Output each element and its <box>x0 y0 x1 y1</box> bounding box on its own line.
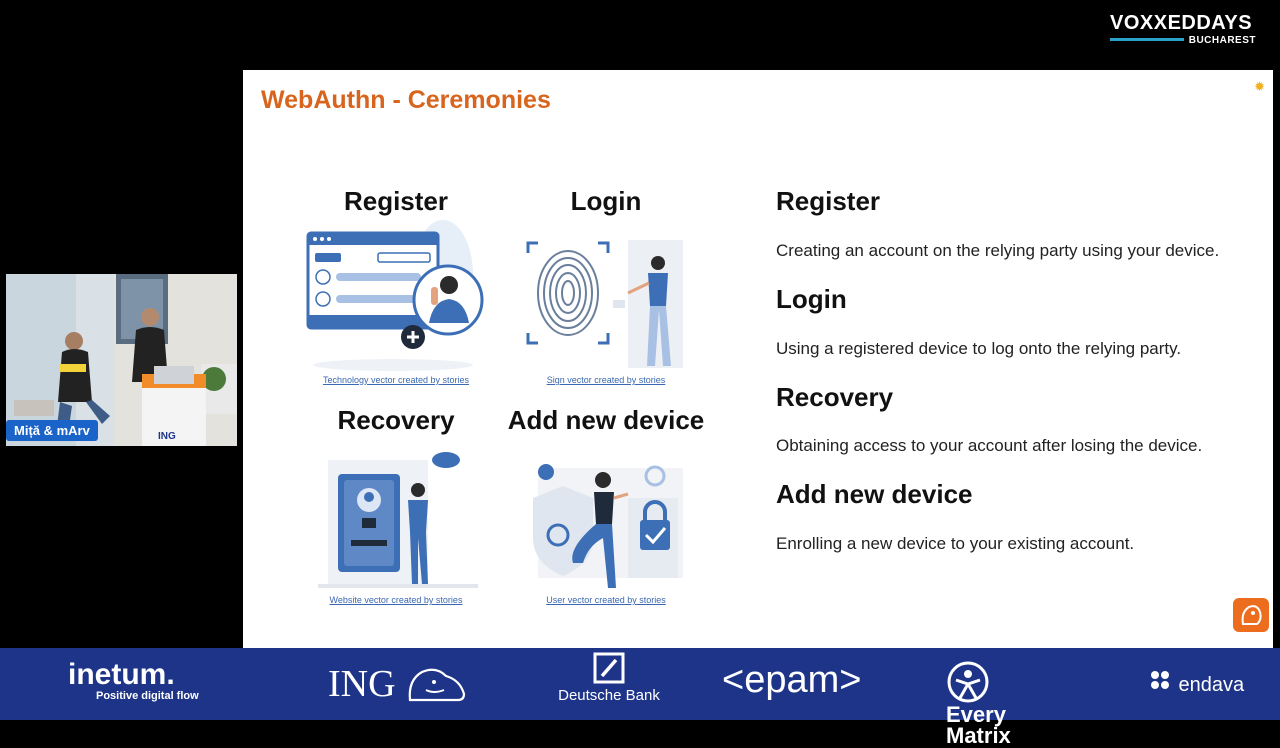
ing-lion-logo-icon <box>404 664 470 704</box>
sponsor-bar <box>0 648 1280 748</box>
sponsor-endava <box>1148 668 1244 702</box>
ing-lion-icon <box>1233 598 1269 632</box>
endava-logo-text: endava <box>1178 674 1245 696</box>
desc-text-register: Creating an account on the relying party using your device. <box>776 241 1220 260</box>
slide-title: WebAuthn - Ceremonies <box>261 86 551 114</box>
inetum-logo-text: inetum. <box>68 658 175 691</box>
card-title-add-new-device: Add new device <box>507 405 705 435</box>
event-city: BUCHAREST <box>1188 35 1256 46</box>
ing-logo-text: ING <box>328 663 396 705</box>
login-credit-link[interactable]: Sign vector created by stories <box>546 375 666 385</box>
inetum-tagline: Positive digital flow <box>96 690 199 702</box>
event-logo <box>1110 12 1260 46</box>
everymatrix-logo-icon <box>946 660 990 704</box>
sun-icon: ✹ <box>1254 80 1265 95</box>
desc-title-recovery: Recovery <box>776 382 894 412</box>
desc-title-login: Login <box>776 284 847 314</box>
sponsor-inetum <box>68 660 199 702</box>
event-name: VOXXEDDAYS <box>1110 12 1253 34</box>
event-logo-underline <box>1110 38 1184 41</box>
add-new-device-illustration <box>528 438 688 593</box>
epam-logo-text: <epam> <box>722 659 862 701</box>
deutsche-bank-logo-icon <box>593 652 625 684</box>
add-new-device-credit-link[interactable]: User vector created by stories <box>546 595 666 605</box>
desc-text-add-new-device: Enrolling a new device to your existing account. <box>776 534 1135 553</box>
presentation-slide <box>243 70 1273 648</box>
register-illustration <box>303 215 493 375</box>
endava-logo-icon <box>1148 668 1174 694</box>
everymatrix-line1: Every <box>946 702 1006 727</box>
register-credit-link[interactable]: Technology vector created by stories <box>322 375 470 385</box>
desc-title-add-new-device: Add new device <box>776 479 973 509</box>
card-title-register: Register <box>343 186 449 216</box>
desk-brand-text: ING <box>158 431 176 442</box>
card-title-login: Login <box>570 186 642 216</box>
speaker-name-badge: Miță & mArv <box>6 420 98 441</box>
desc-text-recovery: Obtaining access to your account after losing the device. <box>776 436 1203 455</box>
sponsor-deutsche-bank <box>552 652 666 704</box>
recovery-credit-link[interactable]: Website vector created by stories <box>329 595 463 605</box>
desc-text-login: Using a registered device to log onto the relying party. <box>776 339 1182 358</box>
deutsche-bank-text: Deutsche Bank <box>558 687 660 704</box>
sponsor-everymatrix <box>946 660 1011 746</box>
card-title-recovery: Recovery <box>337 405 455 435</box>
recovery-illustration <box>318 452 478 594</box>
desc-title-register: Register <box>776 186 881 216</box>
everymatrix-line2: Matrix <box>946 723 1011 748</box>
sponsor-ing <box>328 664 470 704</box>
login-illustration <box>523 238 688 373</box>
